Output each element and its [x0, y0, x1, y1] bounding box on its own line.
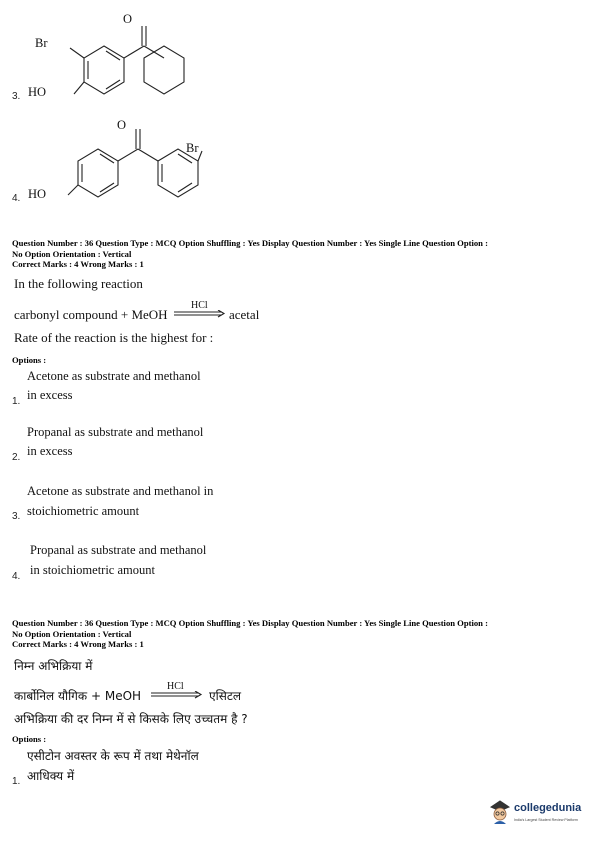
options-label: Options : — [12, 734, 47, 744]
question-marks: Correct Marks : 4 Wrong Marks : 1 — [12, 639, 144, 649]
reaction-catalyst: HCl — [191, 300, 208, 311]
question-text: Rate of the reaction is the highest for : — [14, 330, 214, 345]
question-meta-line2: No Option Orientation : Vertical — [12, 248, 132, 259]
benzene-ring-left — [78, 149, 118, 197]
option-text-line2: आधिक्य में — [27, 769, 75, 783]
question-text: अभिक्रिया की दर निम्न में से किसके लिए उच्चतम है ? — [14, 712, 248, 726]
question-meta-line1: Question Number : 36 Question Type : MCQ Option Shuffling : Yes Display Question Number : Yes Single Line Question Option : — [12, 618, 488, 628]
bromine-label: Br — [186, 141, 199, 155]
option-text-line2: in stoichiometric amount — [30, 563, 155, 577]
oxygen-label: O — [123, 12, 133, 26]
benzene-ring-right — [144, 46, 184, 94]
question-marks: Correct Marks : 4 Wrong Marks : 1 — [12, 259, 144, 269]
benzene-ring-right — [158, 149, 198, 197]
hydroxyl-label: HO — [28, 85, 47, 99]
option-text-line1: एसीटोन अवस्तर के रूप में तथा मेथेनॉल — [27, 749, 199, 763]
option-text-line1: Propanal as substrate and methanol — [30, 543, 207, 557]
brand-name: collegedunia — [514, 802, 582, 814]
option-number: 1. — [12, 776, 21, 787]
brand-logo — [488, 796, 590, 830]
options-label: Options : — [12, 355, 47, 365]
question-meta — [12, 238, 587, 270]
option-number: 3. — [12, 91, 21, 102]
option-number: 4. — [12, 571, 21, 582]
reaction-right: acetal — [229, 307, 260, 322]
question-meta-line1: Question Number : 36 Question Type : MCQ Option Shuffling : Yes Display Question Number : Yes Single Line Question Option : — [12, 238, 488, 248]
option-text-line1: Propanal as substrate and methanol — [27, 425, 204, 439]
option-text-line2: stoichiometric amount — [27, 504, 140, 518]
option-number: 4. — [12, 193, 21, 204]
option-number: 2. — [12, 452, 21, 463]
question-meta-line2: No Option Orientation : Vertical — [12, 628, 132, 639]
option-text-line1: Acetone as substrate and methanol in — [27, 484, 214, 498]
structure-3-drawing — [20, 8, 200, 103]
reaction-catalyst: HCl — [167, 681, 184, 692]
oxygen-label: O — [117, 118, 127, 132]
reaction-right: एसिटल — [209, 689, 242, 703]
option-text-line2: in excess — [27, 388, 73, 402]
option-text-line2: in excess — [27, 444, 73, 458]
reaction-arrow-icon — [174, 310, 228, 318]
hydroxyl-label: HO — [28, 187, 47, 201]
reaction-left: carbonyl compound + MeOH — [14, 307, 168, 322]
bond — [124, 46, 144, 58]
question-intro: निम्न अभिक्रिया में — [14, 659, 93, 673]
question-intro: In the following reaction — [14, 276, 143, 291]
option-number: 3. — [12, 511, 21, 522]
reaction-arrow-icon — [151, 691, 205, 699]
brand-tagline: India's Largest Student Review Platform — [514, 818, 578, 822]
option-number: 1. — [12, 396, 21, 407]
option-text-line1: Acetone as substrate and methanol — [27, 369, 201, 383]
benzene-ring-left — [84, 46, 124, 94]
question-meta — [12, 618, 587, 650]
bromine-label: Br — [35, 36, 48, 50]
mascot-icon — [488, 798, 512, 826]
reaction-left: कार्बोनिल यौगिक + MeOH — [14, 689, 142, 703]
